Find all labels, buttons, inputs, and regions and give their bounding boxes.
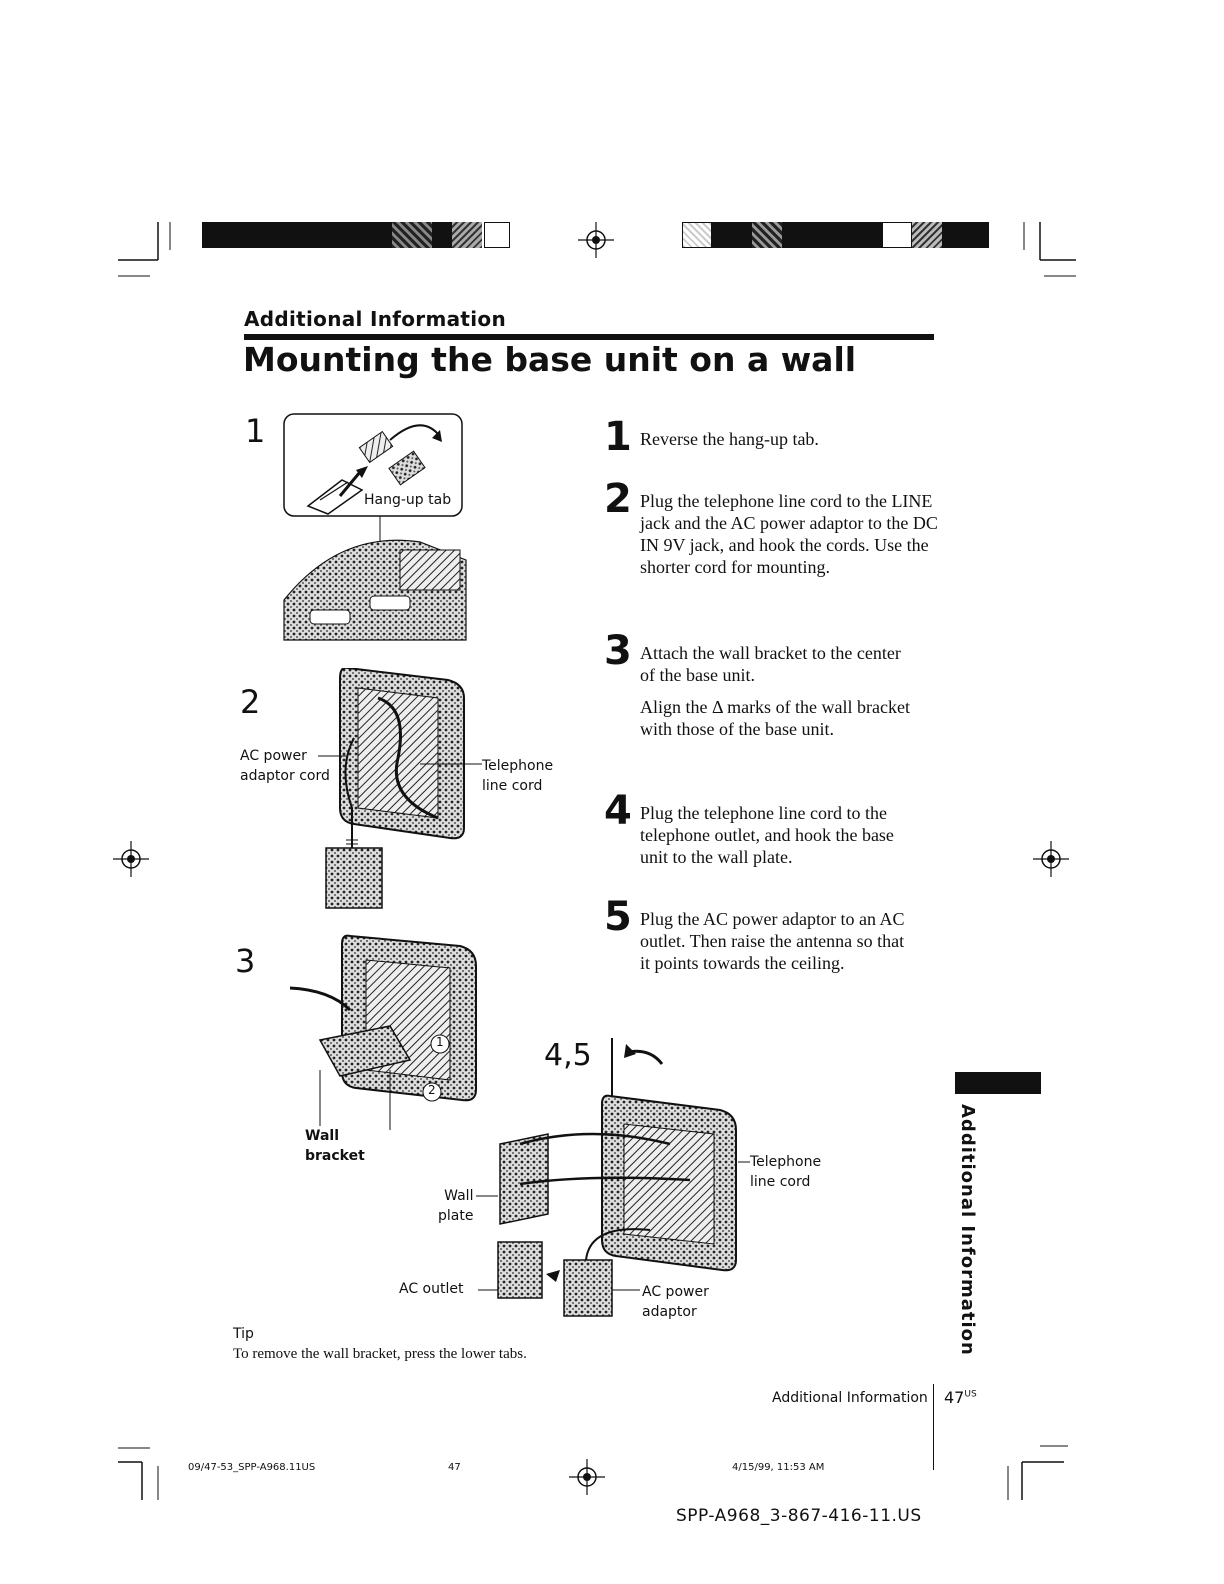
hang-up-tab-label: Hang-up tab [364, 492, 452, 508]
step-text: Plug the AC power adaptor to an AC outlet. Then raise the antenna so that it points towards the ceiling. [640, 909, 905, 973]
step-note: Align the Δ marks of the wall bracket with those of the base unit. [640, 697, 910, 739]
print-timestamp: 4/15/99, 11:53 AM [732, 1462, 825, 1473]
footer-section: Additional Information [772, 1390, 928, 1406]
figure-2-number: 2 [240, 683, 261, 721]
document-code: SPP-A968_3-867-416-11.US [676, 1506, 922, 1526]
wall-bracket-label: Wall bracket [305, 1128, 365, 1164]
tip-heading: Tip [233, 1326, 254, 1342]
bracket-mark-2: 2 [428, 1083, 436, 1097]
figure-45-number: 4,5 [544, 1038, 592, 1073]
bracket-mark-1: 1 [436, 1035, 444, 1049]
wall-plate-label: Wall plate [438, 1188, 474, 1224]
step-text: Attach the wall bracket to the center of the base unit. [640, 643, 901, 685]
telephone-line-cord-label-2: Telephone line cord [750, 1154, 822, 1190]
page-number: $47^{US}$ [944, 1388, 977, 1407]
step-number: 4 [604, 788, 632, 834]
step-number: 2 [604, 476, 632, 522]
step-text: Plug the telephone line cord to the telephone outlet, and hook the base unit to the wall plate. [640, 803, 894, 867]
section-label: Additional Information [244, 307, 506, 331]
page-title: Mounting the base unit on a wall [243, 340, 857, 379]
step-4 [604, 788, 934, 868]
ac-power-adaptor-label: AC power adaptor [642, 1284, 709, 1320]
step-1 [604, 414, 934, 460]
step-3 [604, 628, 934, 740]
step-number: 5 [604, 894, 632, 940]
figure-1-number: 1 [245, 412, 266, 450]
side-tab-marker [955, 1072, 1041, 1094]
footer-divider [933, 1384, 934, 1470]
step-text: Plug the telephone line cord to the LINE jack and the AC power adaptor to the DC IN 9V jack, and hook the cords. Use the shorter cord for mounting. [640, 491, 938, 577]
print-page-number: 47 [448, 1462, 461, 1473]
step-text: Reverse the hang-up tab. [640, 429, 819, 449]
ac-power-adaptor-cord-label: AC power adaptor cord [240, 748, 330, 784]
step-number: 1 [604, 414, 632, 460]
print-file-name: 09/47-53_SPP-A968.11US [188, 1462, 316, 1473]
step-5 [604, 894, 934, 974]
ac-outlet-label: AC outlet [399, 1281, 464, 1297]
figure-3-number: 3 [235, 942, 256, 980]
side-tab: Additional Information [957, 1104, 978, 1356]
step-2 [604, 476, 938, 578]
telephone-line-cord-label: Telephone line cord [482, 758, 554, 794]
step-number: 3 [604, 628, 632, 674]
tip-text: To remove the wall bracket, press the lower tabs. [233, 1346, 527, 1362]
